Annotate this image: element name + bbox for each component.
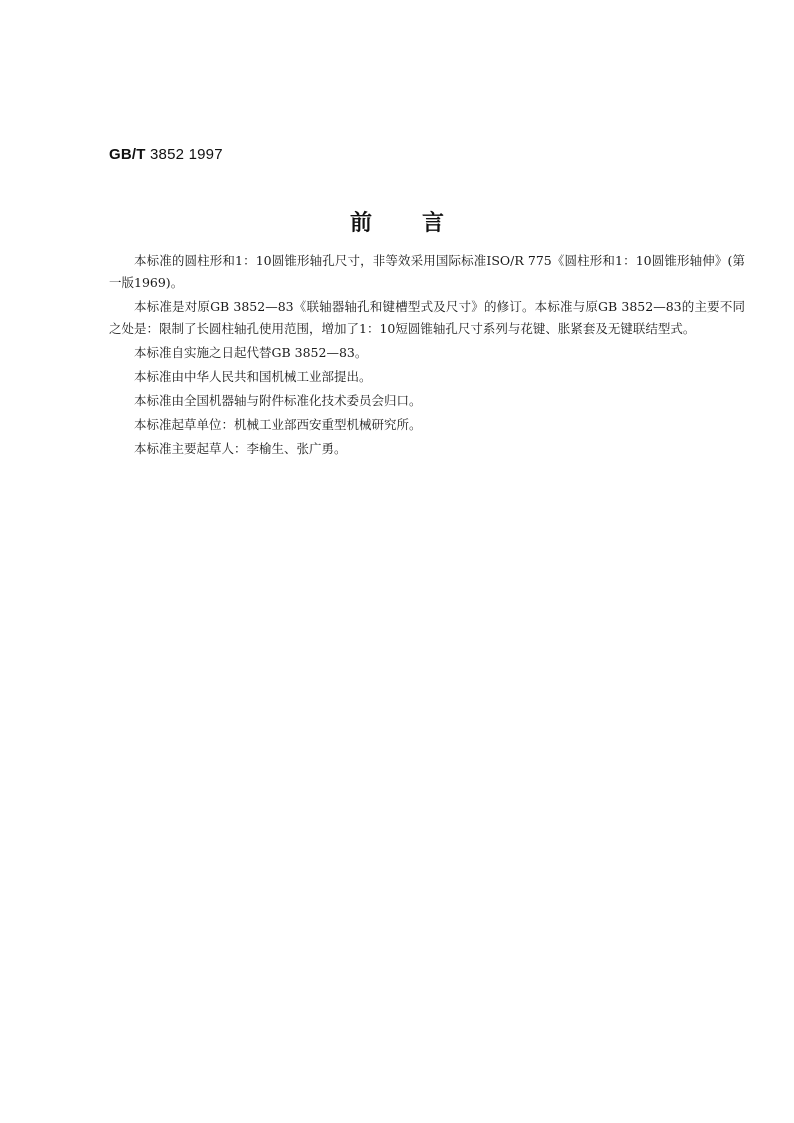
paragraph-replacement: 本标准自实施之日起代替GB 3852—83。 [134,345,368,360]
standard-year: 1997 [188,146,223,163]
preface-body [109,250,745,462]
paragraph-adoption: 本标准的圆柱形和1：10圆锥形轴孔尺寸，非等效采用国际标准ISO/R 775《圆柱形和1：10圆锥形轴伸》(第一版1969)。 [109,253,745,290]
standard-number: 3852 [150,146,185,163]
paragraph-proposer: 本标准由中华人民共和国机械工业部提出。 [134,369,372,384]
page-title: 前言 [349,211,494,236]
paragraph-drafting-unit: 本标准起草单位：机械工业部西安重型机械研究所。 [134,417,422,432]
paragraph-revision: 本标准是对原GB 3852—83《联轴器轴孔和键槽型式及尺寸》的修订。本标准与原GB 3852—83的主要不同之处是：限制了长圆柱轴孔使用范围，增加了1：10短圆锥轴孔尺寸系列与花键、胀紧套及无键联结型式。 [109,299,745,336]
standard-code: GB/T [109,146,146,163]
paragraph-committee: 本标准由全国机器轴与附件标准化技术委员会归口。 [134,393,422,408]
paragraph-drafters: 本标准主要起草人：李榆生、张广勇。 [134,441,347,456]
document-header [109,146,223,163]
